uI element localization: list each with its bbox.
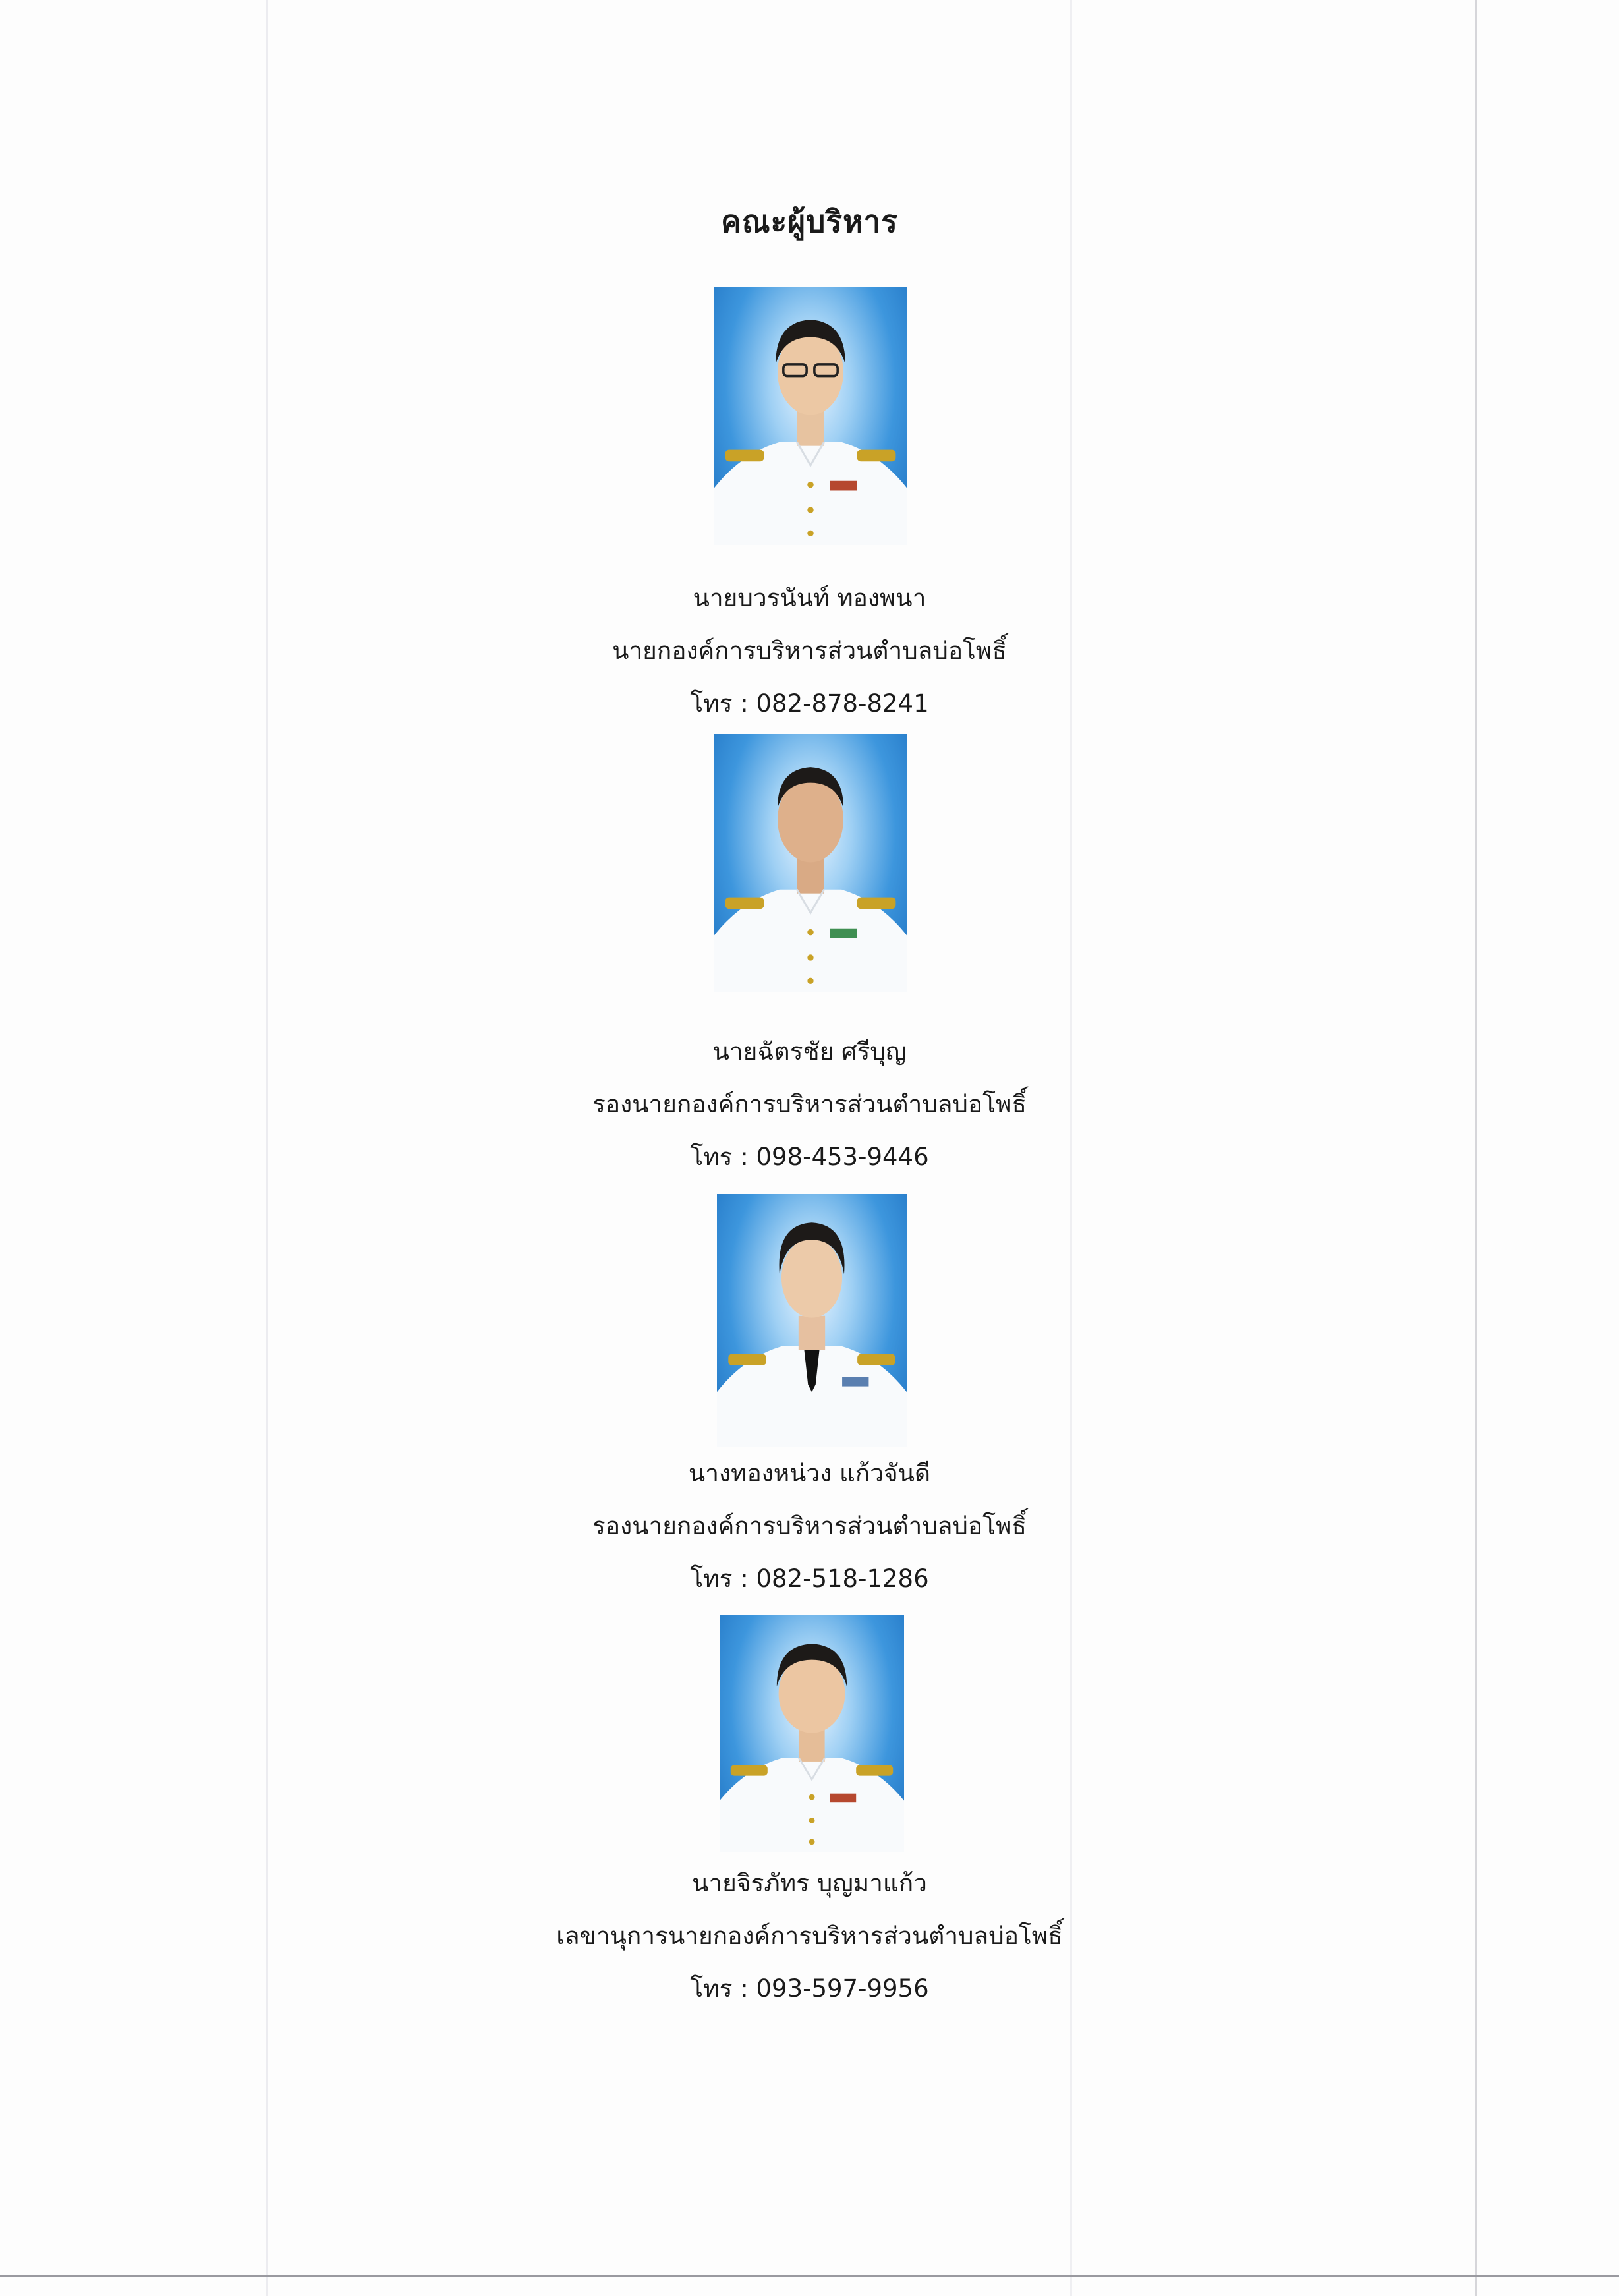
member-position: รองนายกองค์การบริหารส่วนตำบลบ่อโพธิ์ — [592, 1090, 1027, 1118]
member-name: นางทองหน่วง แก้วจันดี — [688, 1459, 931, 1487]
member-phone: โทร : 093-597-9956 — [690, 1974, 929, 2003]
member-name: นายจิรภัทร บุญมาแก้ว — [692, 1869, 927, 1897]
member-name: นายฉัตรชัย ศรีบุญ — [712, 1037, 907, 1066]
member-phone: โทร : 082-518-1286 — [690, 1564, 929, 1593]
portrait-photo — [714, 287, 907, 545]
page-title: คณะผู้บริหาร — [721, 204, 898, 239]
member-position: รองนายกองค์การบริหารส่วนตำบลบ่อโพธิ์ — [592, 1512, 1027, 1540]
member-phone: โทร : 098-453-9446 — [690, 1143, 929, 1171]
member-name: นายบวรนันท์ ทองพนา — [693, 584, 926, 612]
member-position: นายกองค์การบริหารส่วนตำบลบ่อโพธิ์ — [612, 637, 1007, 665]
portrait-photo — [720, 1615, 904, 1852]
member-position: เลขานุการนายกองค์การบริหารส่วนตำบลบ่อโพธิ์ — [556, 1922, 1063, 1950]
portrait-photo — [717, 1194, 907, 1447]
scan-bottom-edge — [0, 2275, 1619, 2277]
portrait-photo — [714, 734, 907, 992]
member-phone: โทร : 082-878-8241 — [690, 689, 929, 718]
